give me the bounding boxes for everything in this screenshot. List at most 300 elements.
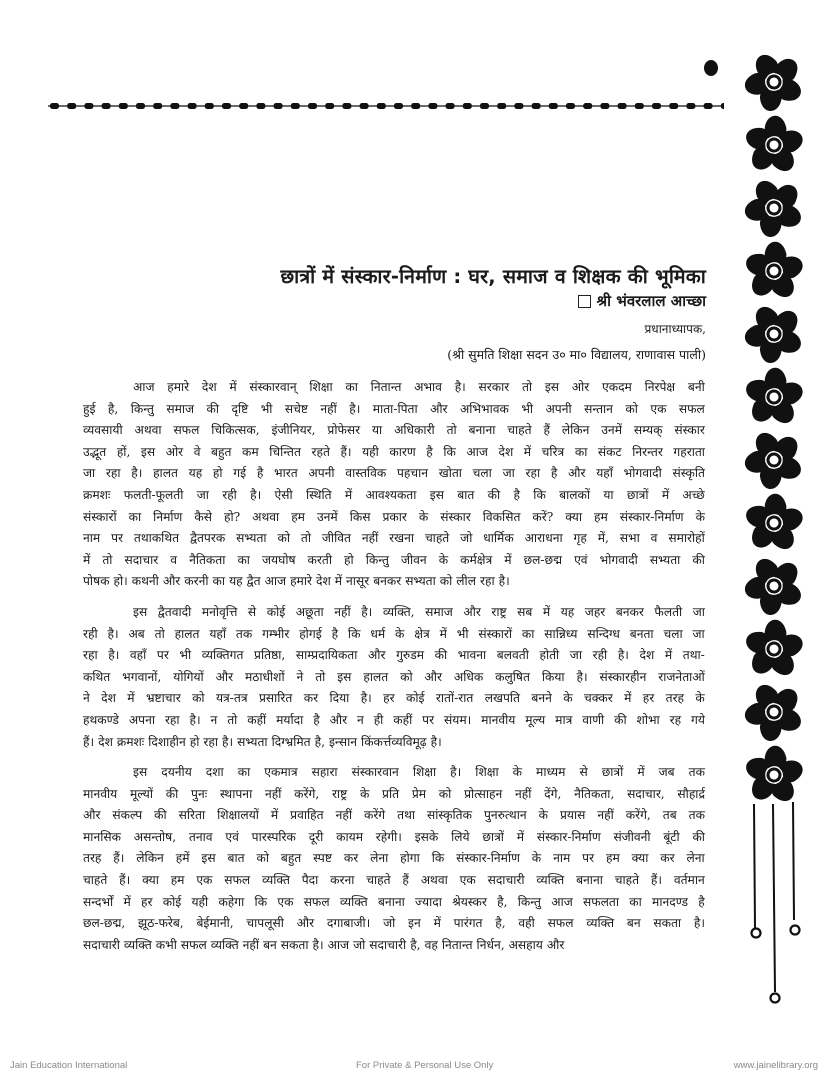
word: हैं [402,873,409,888]
word: अच्छे [682,487,705,502]
word: रहा [83,648,98,663]
word: उनमें [316,509,338,524]
word: और [424,669,442,684]
text-line [83,602,705,624]
word: की [206,401,220,416]
word: में [433,916,441,931]
word: चाहते [83,873,108,888]
word: में [83,552,91,567]
word: समाज [425,604,453,619]
word: संस्कारहीन [599,669,647,684]
word: रही [592,648,608,663]
word: प्रसारित [258,691,293,706]
word: भी [521,401,534,416]
article-body [83,377,705,956]
word: अपनी [308,466,335,481]
word: छात्रों [626,487,649,502]
word: तक [688,808,705,823]
word: तब [662,808,677,823]
word: में [123,894,131,909]
word: अछूता [295,604,324,619]
text-line [83,667,705,689]
word: दयनीय [161,765,192,780]
word: द्वैत [246,574,261,589]
word: इस [429,487,444,502]
word: सहारा [311,765,338,780]
word: तथा [397,808,416,823]
text-line [83,571,705,593]
word: में [270,808,279,823]
word: देश [498,444,514,459]
word: उद्भूत [83,444,107,459]
word: और [430,401,448,416]
word: राष्ट्र [331,786,348,801]
word: हैं। [119,873,131,888]
word: लेना [686,851,705,866]
word: नैतिकता, [574,786,615,801]
word: संस्कृति [672,466,705,481]
word: नितान्त [370,380,402,394]
word: इसके [414,829,439,844]
word: रहा [203,734,218,749]
footer-website-link[interactable]: www.jainelibrary.org [733,1060,818,1071]
word: व्यवसायी [83,423,123,438]
word: जब [658,765,675,780]
word: हमारे [290,574,312,589]
word: द्वैतपरक [189,531,226,546]
word: एकमात्र [264,765,298,780]
word: यहाँ [596,466,613,481]
word: सफल [678,401,705,416]
word: सभ्यता [649,552,681,567]
word: सदाचारी [83,937,120,952]
word: करती [307,552,332,567]
word: कर [660,851,675,866]
word: जा [692,626,705,641]
square-bullet-icon [578,295,591,308]
word: बन [263,937,277,952]
word: जहर [584,604,606,619]
word: भोगवादी [623,466,662,481]
word: देश [201,380,217,394]
word: होगई [299,626,322,641]
word: तक [688,765,705,780]
word: है, [410,937,421,952]
word: कथित [83,669,111,684]
word: हम [594,509,608,524]
word: सफल [547,916,574,931]
word: पुनः [191,786,208,801]
word: रह [669,712,682,727]
word: और [83,808,101,823]
word: कर [303,691,319,706]
word: किन्तु [130,401,154,416]
word: ऐसी [274,487,293,502]
word: चला [663,626,683,641]
word: जो [460,531,473,546]
word: है। [131,466,143,481]
word: देश [639,648,655,663]
word: वर्तमान [673,873,705,888]
word: झूठ-फरेब, [138,916,184,931]
word: वही [518,916,535,931]
word: जीवन [400,552,427,567]
word: का [345,380,358,394]
word: मानदण्ड [652,894,689,909]
word: ओर [571,380,590,394]
word: समाज [166,401,195,416]
word: इस [133,604,148,619]
text-line [83,762,705,784]
word: रहते [311,444,330,459]
word: लेकिन [561,423,590,438]
word: बालकों [559,487,591,502]
word: और [568,466,586,481]
word: को [625,401,638,416]
word: कर [343,851,359,866]
text-line [83,624,705,646]
word: संकट [597,444,622,459]
word: सभ्यता [236,531,267,546]
word: गहराता [673,444,705,459]
author-institution: (श्री सुमति शिक्षा सदन उ० मा० विद्यालय, राणावास पाली) [447,347,706,362]
word: चरित्र [541,444,565,459]
word: की [614,712,627,727]
word: अपना [128,712,156,727]
word: नहीं [361,531,379,546]
word: नहीं [597,808,614,823]
word: और [296,916,315,931]
word: अथवा [420,873,448,888]
word: में [637,765,645,780]
word: के [695,509,705,524]
word: राष्ट्र [491,604,507,619]
word: भी [456,626,469,641]
word: ही [373,712,384,727]
word: नहीं [334,604,351,619]
word: इस [201,851,216,866]
word: लील [456,574,476,589]
word: पोषक [83,574,110,589]
word: पर [111,531,124,546]
word: इस [133,765,148,780]
word: जा [196,487,209,502]
word: सौहार्द्र [677,786,705,801]
word: और [368,648,386,663]
word: नहीं [515,786,532,801]
word: को [192,691,205,706]
word: है। [107,626,119,641]
word: तो [521,380,533,394]
text-line [83,550,705,572]
word: कम [242,444,259,459]
word: सभा [619,531,640,546]
word: है। [498,574,510,589]
word: कोई [406,691,425,706]
word: शोभा [636,712,660,727]
word: बूंटी [663,829,680,844]
word: सरिता [178,808,206,823]
word: नैतिकता [189,552,226,567]
word: यही [362,444,379,459]
word: तथाकथित [133,531,180,546]
word: रही [222,487,237,502]
word: अथवा [252,509,280,524]
word: मर्यादा [276,712,304,727]
word: का [521,626,535,641]
word: की [692,829,705,844]
word: करना [330,873,355,888]
word: बनता [629,626,654,641]
word: वहाँ [129,648,147,663]
word: है [256,466,264,481]
paragraph [83,602,705,753]
word: संस्कार-निर्माण [619,509,684,524]
word: रातों-रात [435,691,474,706]
word: एवं [574,552,588,567]
word: प्रयास [559,808,586,823]
word: हो। [113,574,128,589]
word: देश [315,574,331,589]
word: किस [349,509,371,524]
paragraph [83,377,705,593]
word: निरपेक्ष [644,380,676,394]
footer-publisher: Jain Education International [10,1060,128,1071]
word: रहा [479,574,495,589]
word: रहा [164,712,180,727]
word: निर्माण [153,509,183,524]
word: की [692,552,705,567]
word: सान्निध्य [544,626,578,641]
word: सफल [224,873,251,888]
word: वह [424,937,438,952]
word: हैं। [113,851,125,866]
word: आज [264,574,287,589]
word: सदाचार, [627,786,665,801]
word: है। [430,734,442,749]
word: ज्यादा [415,894,442,909]
word: गम्भीर [262,626,290,641]
word: प्रेम [411,786,427,801]
word: है [698,894,705,909]
word: हमारे [167,380,190,394]
word: अभाव [414,380,442,394]
word: यही [191,894,209,909]
word: जो [383,916,396,931]
word: कि [533,487,546,502]
word: इस [140,444,156,459]
word: नाम [83,531,101,546]
word: तो [102,552,113,567]
word: मठाधीशों [244,669,285,684]
text-line [83,420,705,442]
word: यत्र-तत्र [215,691,248,706]
word: हथकण्डे [83,712,119,727]
word: सचेष्ट [284,401,308,416]
word: के [563,691,573,706]
word: में [229,380,237,394]
word: के [538,808,548,823]
word: है। [349,401,361,416]
word: चिन्तित [269,444,301,459]
word: बहुत [280,851,302,866]
word: भारत [274,466,298,481]
word: तरह [83,851,102,866]
word: विकसित [482,509,521,524]
text-line [83,463,705,485]
word: निरन्तर [632,444,663,459]
word: उनमें [601,423,622,438]
word: अभिभावक [459,401,509,416]
word: भी [260,401,273,416]
word: या [371,423,383,438]
word: अथवा [134,423,162,438]
article-title: छात्रों में संस्कार-निर्माण : घर, समाज व शिक्षक की भूमिका [280,265,706,288]
word: दृष्टि [231,401,249,416]
word: में [344,487,353,502]
word: रहा [525,466,541,481]
word: पर [582,851,595,866]
word: इन [408,916,421,931]
word: अधिकारी [394,423,435,438]
word: स्पष्ट [313,851,332,866]
word: नासूर [346,574,370,589]
word: छल-छद्म [523,552,563,567]
word: धार्मिक [483,531,514,546]
word: सफल [173,423,200,438]
text-line [83,913,705,935]
word: दूरी [308,829,324,844]
paragraph-gap [83,593,705,602]
word: आज [327,937,350,952]
word: है। [450,765,462,780]
word: में [523,444,532,459]
word: मानवीय [83,786,118,801]
word: के [395,626,405,641]
word: सब [517,604,533,619]
word: का [574,444,588,459]
word: है। [454,380,466,394]
word: चापलूसी [246,916,284,931]
word: और [546,937,565,952]
word: ने [83,691,90,706]
word: है [550,466,558,481]
word: सभ्यता [405,574,436,589]
word: बेईमानी, [196,916,234,931]
word: चाहते [424,531,450,546]
word: चला [472,466,492,481]
word: हैं। [340,444,352,459]
word: में [127,691,135,706]
word: लेना [370,851,389,866]
word: खोता [438,466,462,481]
word: देश [101,691,116,706]
word: व्यक्ति [536,873,565,888]
word: पारस्परिक [251,829,296,844]
word: या [603,487,614,502]
word: जयघोष [262,552,296,567]
word: एक [459,873,476,888]
word: संस्कार [674,423,705,438]
word: यह [560,604,575,619]
word: का [128,509,142,524]
word: है। [312,937,324,952]
word: क्या [631,851,649,866]
word: है। [360,691,372,706]
text-line [83,892,705,914]
word: कि [347,626,361,641]
text-line [83,848,705,870]
word: जा [83,466,96,481]
word: तरह [665,691,685,706]
word: भावना [457,648,487,663]
word: अपनी [545,401,572,416]
word: एक [277,894,294,909]
word: सकता [280,937,309,952]
word: हम [605,851,620,866]
chain-rule-divider [48,102,724,110]
word: हर [383,691,395,706]
word: भोगवादी [599,552,638,567]
word: किंकर्त्तव्यविमूढ़ [361,734,427,749]
word: भी [179,648,192,663]
word: इन्सान [328,734,358,749]
word: राजनेताओं [658,669,705,684]
word: कि [254,894,268,909]
paisley-border-ornament [738,40,810,810]
word: है। [222,734,234,749]
word: संस्कारवान् [249,380,297,394]
word: वे [193,444,201,459]
word: है। [576,669,588,684]
tassel-ornament [745,800,805,1010]
text-line [83,377,705,399]
word: चाहते [614,873,640,888]
word: समारोहों [668,531,705,546]
word: हुई [83,401,96,416]
word: बनाना [377,894,405,909]
word: क्रमशः [83,487,111,502]
word: किया [541,669,565,684]
word: के [438,552,449,567]
text-line [83,784,705,806]
word: बनकर [615,604,644,619]
word: है। [250,487,262,502]
word: का [629,894,642,909]
text-line [83,645,705,667]
word: बन [626,916,641,931]
word: आवश्यकता [365,487,417,502]
word: पर [156,648,169,663]
word: है [313,712,320,727]
word: हैं। [650,873,662,888]
word: है [331,626,339,641]
word: तो [446,423,457,438]
word: कोई [162,894,182,909]
word: लेकिन [136,851,164,866]
word: व [170,552,178,567]
word: तो [227,712,238,727]
word: आज [466,444,488,459]
word: संस्कारवान [351,765,399,780]
word: हर [642,691,655,706]
word: हो [344,552,354,567]
word: में [624,691,632,706]
word: कहीं [393,712,413,727]
word: संजीवनी [613,829,651,844]
word: करें? [532,509,554,524]
word: कि [443,444,456,459]
